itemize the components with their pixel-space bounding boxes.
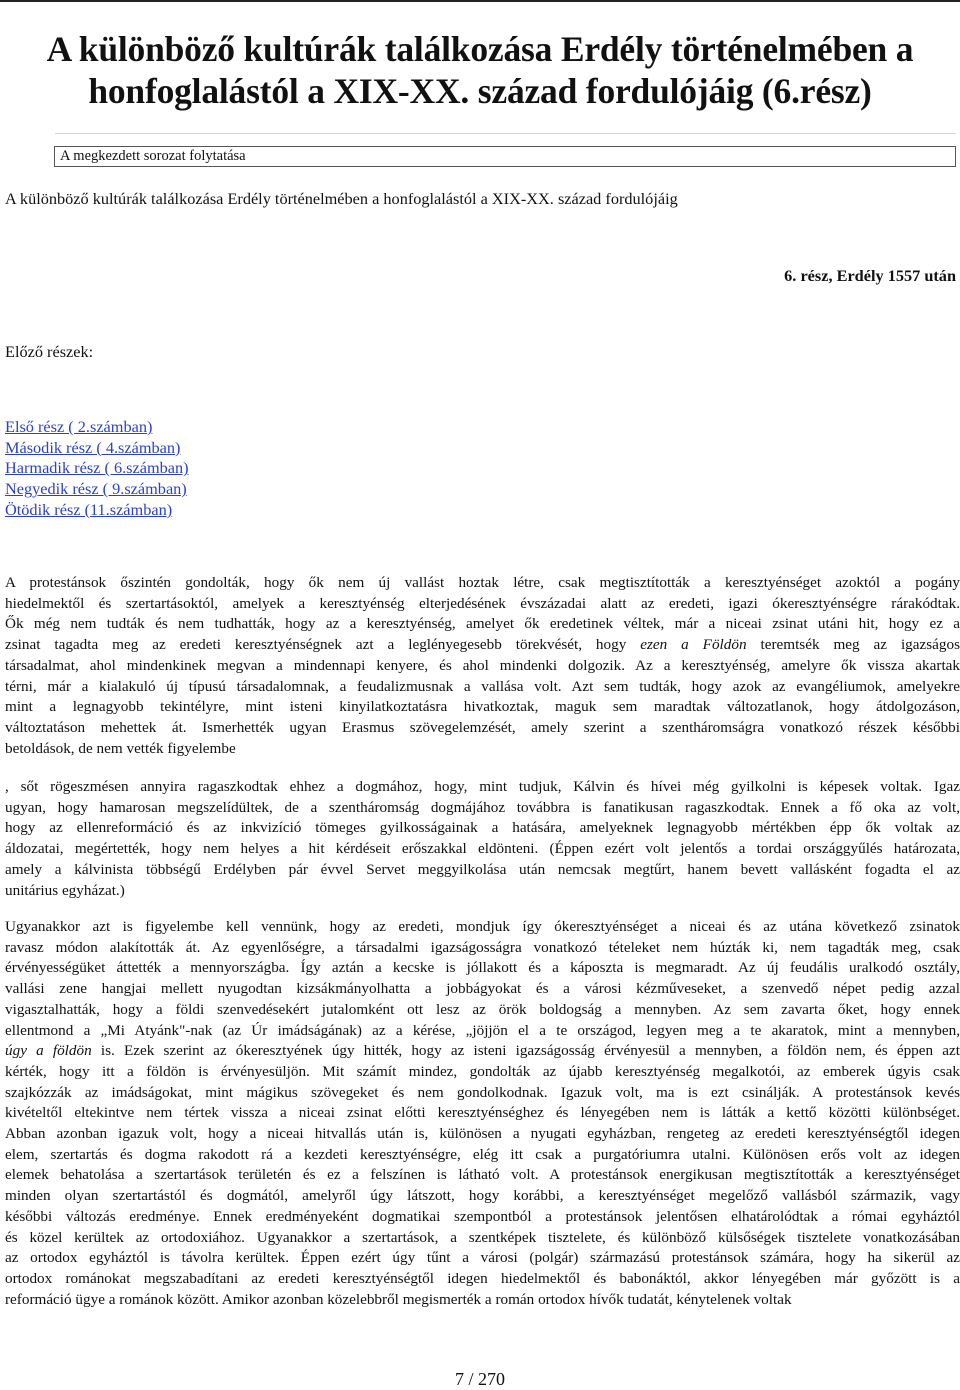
text-line: ugyan, hogy hamarosan megszelídültek, de a szentháromság dogmájához továbbra is fanatikusan ragaszkodtak. Ennek a fő oka az volt,: [5, 798, 960, 816]
text-line: érvényességüket áttették a mennyországba. Így aztán a kecske is jóllakott és a káposzta is megmaradt. Az új feudális uralkodó osztály,: [5, 959, 960, 977]
text-line: változtatáson mehettek át. Ismerhették ugyan Erasmus szövegelemzését, amely szerint a szentháromságra vonatkozó részek későbbi: [5, 718, 960, 736]
text-line: hogy az ellenreformáció és az inkvizíció tömeges gyilkosságainak a hatására, amelyeknek legnagyobb mértékben épp ők voltak az: [5, 819, 960, 837]
page-number: 7 / 270: [454, 1369, 505, 1389]
text-line: térni, már a kialakuló új típusú társadalomnak, a feudalizmusnak a vallása volt. Azt sem tudták, hogy azok az evangéliumok, amelyekre: [5, 677, 960, 695]
previous-part-link-3[interactable]: Harmadik rész ( 6.számban): [5, 458, 189, 478]
series-title: A különböző kultúrák találkozása Erdély történelmében a honfoglalástól a XIX-XX. század fordulójáig: [5, 189, 678, 208]
text-line: amely a kálvinista többségű Erdélyben pár évvel Servet meggyilkolása után nemcsak megtűrt, hanem bevett vallásként fogadta el az: [5, 860, 960, 878]
text-line: szajkózzák az imádságokat, mint mágikus szövegeket és nem gondolkodnak. Igazuk volt, ma is ezt csinálják. A protestánsok kevés: [5, 1083, 960, 1101]
text-line: vigasztalhatták, hogy a földi szenvedésekért jutalomként ott lesz az örök boldogság a mennyben. Az sem zavarta őket, hogy ennek: [5, 1000, 960, 1018]
text-line: minden olyan szertartástól és dogmától, amelyről úgy látszott, hogy korábbi, a keresztyénséget megelőző vallásból származik, vagy: [5, 1187, 960, 1205]
previous-parts-list: [5, 417, 189, 521]
previous-part-link-2[interactable]: Második rész ( 4.számban): [5, 437, 181, 457]
text-line: zsinat tagadta meg az eredeti keresztyénségnek azt a leglényegesebb törekvését, hogy ezen a Földön teremtsék meg az igazságos: [5, 636, 960, 654]
text-line: elemek behatolása a szertartások területén és ez a felszínen is látható volt. A protestánsok energikusan megtisztították a keresztyénséget: [5, 1166, 960, 1184]
paragraph-1: [5, 573, 960, 759]
page-title: [0, 28, 960, 112]
text-line: áldozatai, megértették, hogy nem helyes a hit kérdéseit erőszakkal eldönteni. (Éppen ezért volt jelentős a tordai országgyűlés határozata,: [5, 840, 960, 858]
text-line: A protestánsok őszintén gondolták, hogy ők nem új vallást hoztak létre, csak megtisztították a keresztyénséget azoktól a pogány: [5, 574, 960, 591]
emphasis: ezen a Földön: [640, 636, 747, 654]
text-line: betoldások, de nem vették figyelembe: [5, 739, 236, 757]
subtitle: A megkezdett sorozat folytatása: [60, 148, 246, 164]
text-line: ortodox románokat megszabadítani az eredeti keresztyénségtől idegen hiedelmektől és babonáktól, akkor lényegében már győzött is a: [5, 1269, 960, 1287]
text-line: vallási zene hangjai mellett nyugodtan kizsákmányolhatta a jobbágyokat és a városi kézműveseket, a szenvedő népet pedig azzal: [5, 980, 960, 998]
text-line: hiedelmektől és szertartásoktól, amelyek a keresztyénség elterjedésének évszázadai alatt az eredeti, igazi ókeresztyénségre rárakódtak.: [5, 594, 960, 612]
previous-part-link-1[interactable]: Első rész ( 2.számban): [5, 417, 153, 436]
subtitle-box: [54, 146, 956, 167]
emphasis: úgy a földön: [5, 1042, 92, 1060]
text-line: reformáció ügye a románok között. Amikor azonban közelebbről megismerték a román ortodox hívők tudatát, kénytelenek voltak: [5, 1290, 792, 1308]
previous-parts-label: Előző részek:: [5, 342, 94, 361]
text-line: kivételtől eltekintve nem tértek vissza a niceai zsinat előtti keresztyénséghez és lényegében nem is látták a kettő közötti különbséget.: [5, 1104, 960, 1122]
title-divider: [55, 133, 956, 134]
previous-part-link-4[interactable]: Negyedik rész ( 9.számban): [5, 479, 187, 499]
text-line: társadalmat, ahol mindenkinek megvan a mindennapi kenyere, és ahol mindenki dolgozik. Az a keresztyénség, amelyre ők vissza akartak: [5, 656, 960, 674]
text-line: későbbi változás eredménye. Ennek eredményeként dogmatikai szempontból a protestánsok jelentősen elhatárolódtak a római egyháztól: [5, 1207, 960, 1225]
text-line: , sőt rögeszmésen annyira ragaszkodtak ehhez a dogmához, hogy, mint tudjuk, Kálvin és hívei még gyilkolni is képesek voltak. Igaz: [5, 778, 960, 795]
text-line: Ők még nem tudták és nem tudhatták, hogy az a keresztyénség, amelyet ők eredetinek véltek, már a niceai zsinat utáni hit, hogy ez a: [5, 615, 960, 633]
text-line: Abban azonban igazuk volt, hogy a niceai hitvallás után is, különösen a nyugati egyházban, rengeteg az eredeti keresztyénségtől idegen: [5, 1125, 960, 1143]
text-line: ravasz módon alakították át. Az egyenlőségre, a társadalmi igazságosságra vonatkozó tételeket nem húzták ki, nem tagadták meg, csak: [5, 938, 960, 956]
text-line: mint a legnagyobb tekintélyre, mint isteni kinyilatkoztatásra hivatkoztak, maguk sem maradtak változatlanok, hogy átdolgozáson,: [5, 698, 960, 716]
text-line: ellentmond a „Mi Atyánk"-nak (az Úr imádságának) az a kérése, „jöjjön el a te országod, legyen meg a te akaratok, mint a mennyben,: [5, 1021, 960, 1039]
text-line: az ortodox egyháztól is távolra kerültek. Éppen ezért úgy tűnt a városi (polgár) származású protestánsok számára, hogy ha sikerül az: [5, 1249, 960, 1267]
title-line-1: A különböző kultúrák találkozása Erdély történelmében a: [46, 29, 914, 69]
text-line: és közel kerültek az ortodoxiához. Ugyanakkor a szertartások, a szentképek tisztelete, és különböző külsőségek tisztelete vonatkozásában: [5, 1228, 960, 1246]
text-line: kérték, hogy itt a földön is érvényesüljön. Mit számít mindez, gondolták az újabb keresztyénség megalkotói, az emberek úgyis csak: [5, 1062, 960, 1080]
paragraph-3: [5, 917, 960, 1310]
previous-part-link-5[interactable]: Ötödik rész (11.számban): [5, 499, 173, 519]
text-line: úgy a földön is. Ezek szerint az ókeresztyének úgy hitték, hogy az isteni igazságosság érvényesül a mennyben, a földön nem, és éppen azt: [5, 1042, 960, 1060]
text-line: elem, szertartás és dogma rakodott rá a kezdeti keresztyénségre, elég itt csak a purgatóriumra utalni. Különösen erős volt az idegen: [5, 1145, 960, 1163]
paragraph-2: [5, 777, 960, 901]
top-border: [0, 0, 960, 2]
text-line: unitárius egyházat.): [5, 881, 125, 899]
text-line: Ugyanakkor azt is figyelembe kell vennünk, hogy az eredeti, mondjuk így ókeresztyénséget a niceai és az utána következő zsinatok: [5, 918, 960, 935]
title-line-2: honfoglalástól a XIX-XX. század fordulójáig (6.rész): [88, 71, 872, 111]
part-heading: 6. rész, Erdély 1557 után: [784, 266, 956, 285]
